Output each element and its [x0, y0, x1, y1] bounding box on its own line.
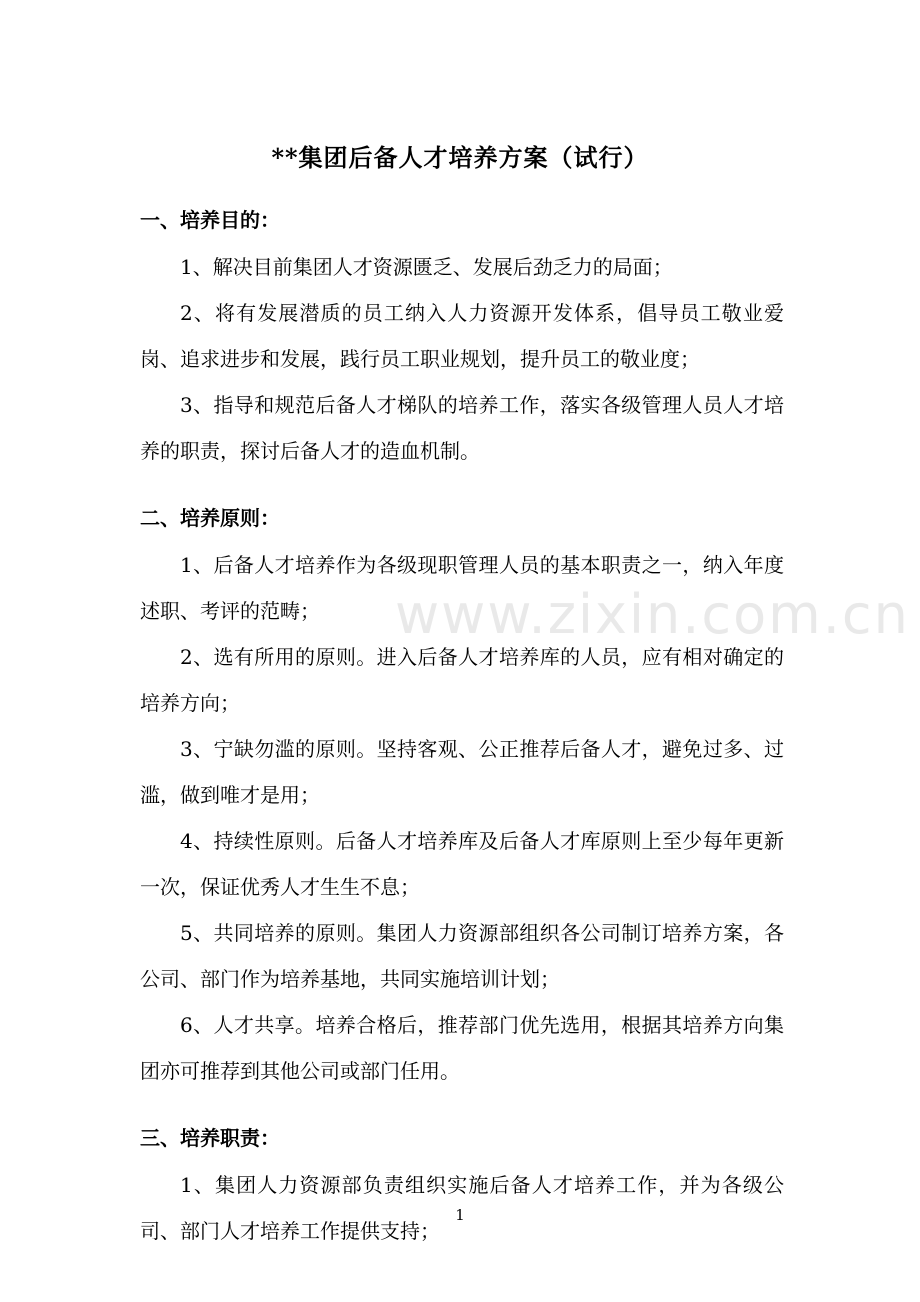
section-heading: 三、培养职责：: [140, 1126, 280, 1150]
paragraph: 1、解决目前集团人才资源匮乏、发展后劲乏力的局面；: [180, 255, 673, 279]
paragraph: 1、集团人力资源部负责组织实施后备人才培养工作，并为各级公司、部门人才培养工作提供支持；: [140, 1173, 784, 1243]
paragraph: 4、持续性原则。后备人才培养库及后备人才库原则上至少每年更新一次，保证优秀人才生生不息；: [140, 829, 784, 899]
section-responsibilities: [140, 1118, 784, 1254]
document-body: [140, 200, 784, 1278]
section-heading: 二、培养原则：: [140, 506, 280, 530]
section-principles: [140, 498, 784, 1094]
paragraph: 2、选有所用的原则。进入后备人才培养库的人员，应有相对确定的培养方向；: [140, 645, 784, 715]
paragraph: 3、宁缺勿滥的原则。坚持客观、公正推荐后备人才，避免过多、过滥，做到唯才是用；: [140, 737, 784, 807]
paragraph: 5、共同培养的原则。集团人力资源部组织各公司制订培养方案，各公司、部门作为培养基地，共同实施培训计划；: [140, 921, 784, 991]
page-number: 1: [455, 1206, 465, 1224]
paragraph: 2、将有发展潜质的员工纳入人力资源开发体系，倡导员工敬业爱岗、追求进步和发展，践行员工职业规划，提升员工的敬业度；: [140, 301, 784, 371]
paragraph: 6、人才共享。培养合格后，推荐部门优先选用，根据其培养方向集团亦可推荐到其他公司或部门任用。: [140, 1013, 784, 1083]
document-title: **集团后备人才培养方案（试行）: [271, 143, 649, 172]
section-purpose: [140, 200, 784, 474]
paragraph: 1、后备人才培养作为各级现职管理人员的基本职责之一，纳入年度述职、考评的范畴；: [140, 553, 784, 623]
watermark: www.zixin.com.cn: [395, 583, 910, 646]
section-heading: 一、培养目的：: [140, 208, 280, 232]
paragraph: 3、指导和规范后备人才梯队的培养工作，落实各级管理人员人才培养的职责，探讨后备人才的造血机制。: [140, 393, 784, 463]
